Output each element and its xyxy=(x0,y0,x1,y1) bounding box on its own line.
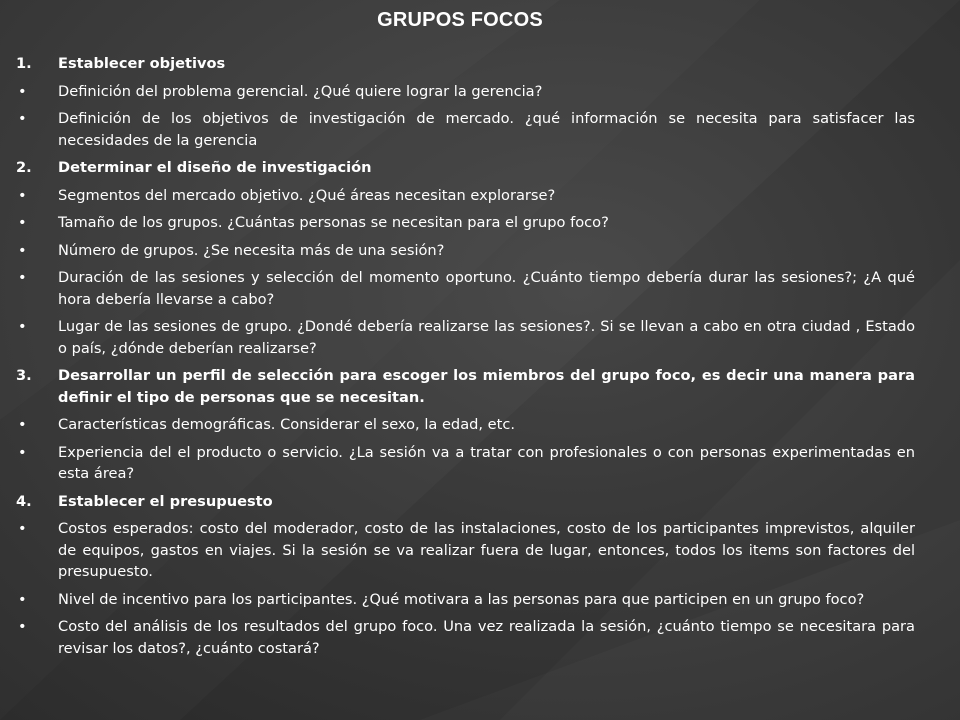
list-number: 4. xyxy=(16,492,32,510)
item-text: Lugar de las sesiones de grupo. ¿Dondé debería realizarse las sesiones?. Si se llevan a cabo en otra ciudad , Estado o país, ¿dónde deberían realizarse? xyxy=(58,318,915,357)
item-text: Experiencia del el producto o servicio. ¿La sesión va a tratar con profesionales o con personas experimentadas en esta área? xyxy=(58,443,915,482)
item-text: Definición del problema gerencial. ¿Qué quiere lograr la gerencia? xyxy=(58,82,543,100)
item-text: Establecer objetivos xyxy=(58,55,226,72)
bullet-icon: • xyxy=(18,618,27,635)
bullet-icon: • xyxy=(18,214,27,231)
bullet-item xyxy=(16,108,915,151)
list-number: 3. xyxy=(16,367,32,384)
bullet-item xyxy=(16,267,915,310)
numbered-heading xyxy=(16,491,915,513)
bullet-item xyxy=(16,212,915,234)
bullet-icon: • xyxy=(18,82,27,100)
item-text: Costos esperados: costo del moderador, costo de las instalaciones, costo de los participantes imprevistos, alquiler de equipos, gastos en viajes. Si la sesión se va realizar fuera de lugar, entonces, todos los items son factores del presupuesto. xyxy=(58,520,915,580)
numbered-heading xyxy=(16,53,915,75)
bullet-item xyxy=(16,414,915,436)
bullet-item xyxy=(16,316,915,359)
item-text: Determinar el diseño de investigación xyxy=(58,159,372,176)
item-text: Tamaño de los grupos. ¿Cuántas personas se necesitan para el grupo foco? xyxy=(58,214,609,231)
bullet-icon: • xyxy=(18,186,27,204)
bullet-item xyxy=(16,240,915,262)
item-text: Nivel de incentivo para los participantes. ¿Qué motivara a las personas para que participen en un grupo foco? xyxy=(58,590,865,608)
list-number: 1. xyxy=(16,55,32,72)
item-text: Establecer el presupuesto xyxy=(58,492,273,510)
bullet-icon: • xyxy=(18,443,27,461)
item-text: Número de grupos. ¿Se necesita más de una sesión? xyxy=(58,241,445,259)
bullet-item xyxy=(16,616,915,659)
item-text: Segmentos del mercado objetivo. ¿Qué áreas necesitan explorarse? xyxy=(58,186,556,204)
bullet-icon: • xyxy=(18,520,27,537)
bullet-icon: • xyxy=(18,318,27,335)
list-number: 2. xyxy=(16,159,32,176)
numbered-heading xyxy=(16,157,915,179)
item-text: Características demográficas. Considerar el sexo, la edad, etc. xyxy=(58,416,516,433)
item-text: Definición de los objetivos de investigación de mercado. ¿qué información se necesita para satisfacer las necesidades de la gerencia xyxy=(58,110,915,149)
bullet-item xyxy=(16,589,915,611)
numbered-heading xyxy=(16,365,915,408)
slide-title: GRUPOS FOCOS xyxy=(377,9,543,31)
item-text: Desarrollar un perfil de selección para escoger los miembros del grupo foco, es decir una manera para definir el tipo de personas que se necesitan. xyxy=(58,367,915,406)
item-text: Costo del análisis de los resultados del grupo foco. Una vez realizada la sesión, ¿cuánto tiempo se necesitara para revisar los datos?, ¿cuánto costará? xyxy=(58,618,915,657)
slide-content xyxy=(16,53,915,665)
bullet-item xyxy=(16,442,915,485)
bullet-item xyxy=(16,185,915,207)
bullet-icon: • xyxy=(18,416,27,433)
bullet-icon: • xyxy=(18,110,27,127)
bullet-icon: • xyxy=(18,269,27,286)
bullet-item xyxy=(16,81,915,103)
bullet-item xyxy=(16,518,915,583)
bullet-icon: • xyxy=(18,241,27,259)
bullet-icon: • xyxy=(18,590,27,608)
item-text: Duración de las sesiones y selección del momento oportuno. ¿Cuánto tiempo debería durar las sesiones?; ¿A qué hora debería llevarse a cabo? xyxy=(58,269,915,308)
